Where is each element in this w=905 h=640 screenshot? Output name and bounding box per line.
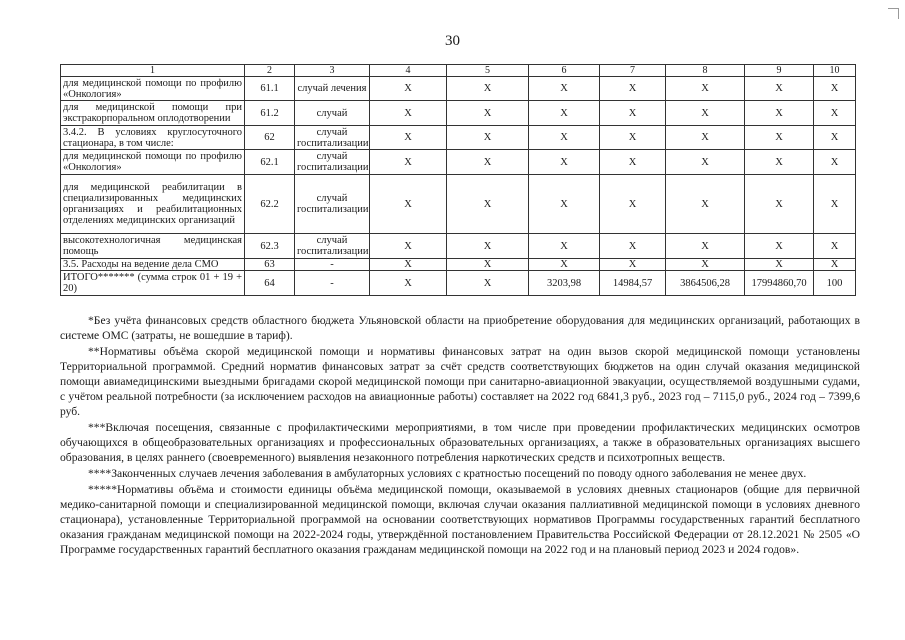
row-unit: случай госпитализации <box>295 126 370 150</box>
row-unit: - <box>295 259 370 271</box>
table-row <box>61 101 856 126</box>
cell: Х <box>814 259 856 271</box>
cell: Х <box>529 234 600 259</box>
cell: Х <box>600 175 666 234</box>
cell: Х <box>745 234 814 259</box>
cell: Х <box>370 126 447 150</box>
col-header: 10 <box>814 65 856 77</box>
row-label: для медицинской реабилитации в специализированных медицинских организациях и реабилитационных отделениях медицинских организаций <box>61 175 245 234</box>
row-code: 62 <box>245 126 295 150</box>
table-row-total <box>61 271 856 296</box>
cell: Х <box>745 126 814 150</box>
col-header: 3 <box>295 65 370 77</box>
data-table <box>60 64 856 296</box>
table-row <box>61 126 856 150</box>
cell: 3864506,28 <box>666 271 745 296</box>
row-label: 3.4.2. В условиях круглосуточного стационара, в том числе: <box>61 126 245 150</box>
cell: Х <box>529 101 600 126</box>
table-row <box>61 259 856 271</box>
cell: Х <box>600 126 666 150</box>
row-code: 61.2 <box>245 101 295 126</box>
cell: Х <box>370 175 447 234</box>
cell: Х <box>529 150 600 175</box>
cell: Х <box>600 101 666 126</box>
cell: Х <box>370 234 447 259</box>
cell: Х <box>666 259 745 271</box>
cell: Х <box>447 234 529 259</box>
cell: Х <box>666 234 745 259</box>
row-code: 62.3 <box>245 234 295 259</box>
cell: Х <box>529 126 600 150</box>
col-header: 7 <box>600 65 666 77</box>
cell: Х <box>745 259 814 271</box>
col-header: 9 <box>745 65 814 77</box>
row-label: для медицинской помощи по профилю «Онкология» <box>61 150 245 175</box>
col-header: 8 <box>666 65 745 77</box>
cell: 17994860,70 <box>745 271 814 296</box>
cell: Х <box>814 150 856 175</box>
footnotes <box>60 313 860 558</box>
table-row <box>61 150 856 175</box>
table-header-row <box>61 65 856 77</box>
col-header: 4 <box>370 65 447 77</box>
row-label: для медицинской помощи по профилю «Онкология» <box>61 77 245 101</box>
cell: Х <box>447 101 529 126</box>
row-code: 62.1 <box>245 150 295 175</box>
page-number: 30 <box>445 33 460 49</box>
row-unit: случай лечения <box>295 77 370 101</box>
table-row <box>61 77 856 101</box>
cell: Х <box>814 234 856 259</box>
col-header: 6 <box>529 65 600 77</box>
cell: Х <box>745 101 814 126</box>
row-code: 61.1 <box>245 77 295 101</box>
row-unit: - <box>295 271 370 296</box>
cell: Х <box>529 175 600 234</box>
cell: Х <box>600 77 666 101</box>
row-code: 63 <box>245 259 295 271</box>
table-row <box>61 234 856 259</box>
row-label: высокотехнологичная медицинская помощь <box>61 234 245 259</box>
cell: Х <box>447 77 529 101</box>
cell: 14984,57 <box>600 271 666 296</box>
cell: Х <box>745 175 814 234</box>
cell: Х <box>814 126 856 150</box>
cell: Х <box>447 126 529 150</box>
footnote-3: ***Включая посещения, связанные с профилактическими мероприятиями, в том числе при проведении профилактических медицинских осмотров обучающихся в общеобразовательных организациях и профессиональных образовательных организациях, а также в образовательных организациях высшего образования, в целях раннего (своевременного) выявления незаконного потребления наркотических средств и психотропных веществ. <box>60 421 860 464</box>
cell: Х <box>600 234 666 259</box>
col-header: 5 <box>447 65 529 77</box>
footnote-2: **Нормативы объёма скорой медицинской помощи и нормативы финансовых затрат на один вызов скорой медицинской помощи установлены Территориальной программой. Средний норматив финансовых затрат за счёт средств соответствующих бюджетов на один случай оказания медицинской помощи авиамедицинскими выездными бригадами скорой медицинской помощи при санитарно-авиационной эвакуации, осуществляемой воздушными судами, с учётом реальной потребности (за исключением расходов на авиационные работы) составляет на 2022 год 6841,3 руб., 2023 год – 7115,0 руб., 2024 год – 7399,6 руб. <box>60 345 860 418</box>
cell: Х <box>370 77 447 101</box>
cell: Х <box>529 259 600 271</box>
row-code: 62.2 <box>245 175 295 234</box>
row-unit: случай госпитализации <box>295 150 370 175</box>
col-header: 1 <box>61 65 245 77</box>
cell: 100 <box>814 271 856 296</box>
cell: Х <box>370 271 447 296</box>
cell: Х <box>447 259 529 271</box>
cell: Х <box>666 77 745 101</box>
cell: Х <box>666 150 745 175</box>
cell: Х <box>814 101 856 126</box>
corner-mark <box>888 8 899 19</box>
col-header: 2 <box>245 65 295 77</box>
row-unit: случай <box>295 101 370 126</box>
row-code: 64 <box>245 271 295 296</box>
cell: Х <box>814 77 856 101</box>
cell: Х <box>600 150 666 175</box>
cell: Х <box>666 101 745 126</box>
table-row <box>61 175 856 234</box>
footnote-4: ****Законченных случаев лечения заболевания в амбулаторных условиях с кратностью посещений по поводу одного заболевания не менее двух. <box>88 467 807 480</box>
cell: Х <box>745 77 814 101</box>
cell: 3203,98 <box>529 271 600 296</box>
row-label: ИТОГО******* (сумма строк 01 + 19 + 20) <box>61 271 245 296</box>
footnote-1: *Без учёта финансовых средств областного бюджета Ульяновской области на приобретение оборудования для медицинских организаций, работающих в системе ОМС (затраты, не вошедшие в тариф). <box>60 314 860 342</box>
cell: Х <box>370 150 447 175</box>
cell: Х <box>447 175 529 234</box>
row-unit: случай госпитализации <box>295 175 370 234</box>
row-label: 3.5. Расходы на ведение дела СМО <box>61 259 245 271</box>
cell: Х <box>814 175 856 234</box>
cell: Х <box>447 271 529 296</box>
cell: Х <box>447 150 529 175</box>
cell: Х <box>745 150 814 175</box>
row-unit: случай госпитализации <box>295 234 370 259</box>
cell: Х <box>370 101 447 126</box>
footnote-5: *****Нормативы объёма и стоимости единицы объёма медицинской помощи, оказываемой в условиях дневных стационаров (общие для первичной медико-санитарной помощи и специализированной медицинской помощи, включая случаи оказания паллиативной медицинской помощи в условиях дневного стационара), установленные Территориальной программой на основании соответствующих нормативов Программы государственных гарантий бесплатного оказания гражданам медицинской помощи на 2022-2024 годы, утверждённой постановлением Правительства Российской Федерации от 28.12.2021 № 2505 «О Программе государственных гарантий бесплатного оказания гражданам медицинской помощи на 2022 год и на плановый период 2023 и 2024 годов». <box>60 483 860 556</box>
cell: Х <box>666 175 745 234</box>
cell: Х <box>666 126 745 150</box>
cell: Х <box>529 77 600 101</box>
cell: Х <box>600 259 666 271</box>
row-label: для медицинской помощи при экстракорпоральном оплодотворении <box>61 101 245 126</box>
cell: Х <box>370 259 447 271</box>
